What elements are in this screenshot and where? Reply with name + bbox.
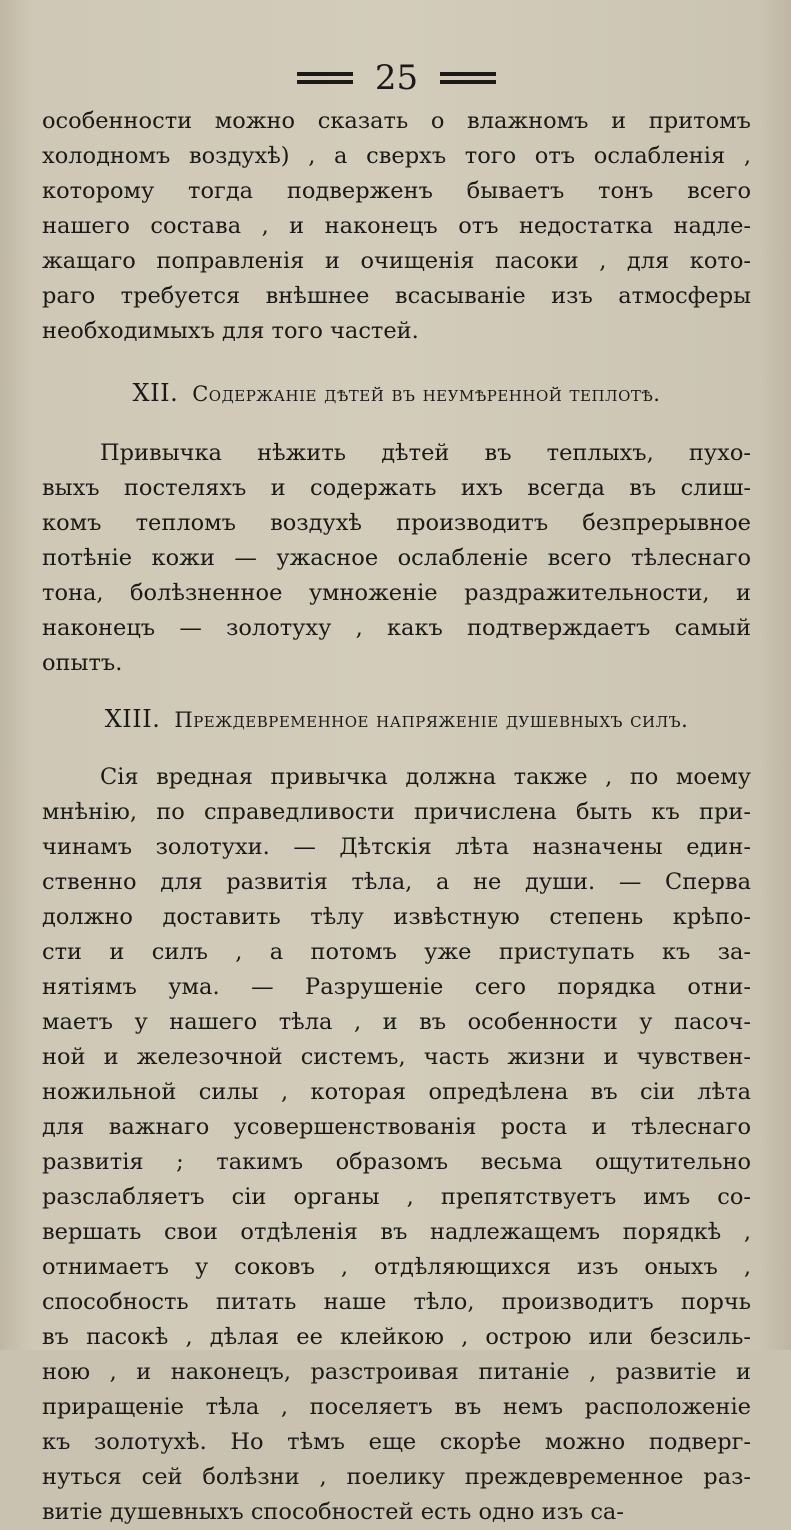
text-line: чинамъ золотухи. — Дѣтскія лѣта назначены един- bbox=[42, 834, 751, 860]
text-line: жащаго поправленія и очищенія пасоки , для кото- bbox=[42, 248, 751, 274]
text-line: Привычка нѣжить дѣтей въ теплыхъ, пухо- bbox=[100, 440, 751, 466]
text-line: въ пасокѣ , дѣлая ее клейкою , острою или безсиль- bbox=[42, 1324, 751, 1350]
text-line: къ золотухѣ. Но тѣмъ еще скорѣе можно подверг- bbox=[42, 1429, 751, 1455]
text-line: выхъ постеляхъ и содержать ихъ всегда въ слиш- bbox=[42, 475, 751, 501]
text-line: должно доставить тѣлу извѣстную степень крѣпо- bbox=[42, 904, 751, 930]
section-12-number: XII. bbox=[132, 379, 179, 407]
section-13-title: Преждевременное напряженіе душевныхъ силъ. bbox=[174, 708, 689, 732]
text-line: особенности можно сказать о влажномъ и притомъ bbox=[42, 108, 751, 134]
header-rule-right bbox=[440, 72, 496, 84]
page-number: 25 bbox=[374, 58, 419, 98]
section-13-paragraph bbox=[42, 760, 751, 1530]
text-line: нашего состава , и наконецъ отъ недостатка надле- bbox=[42, 213, 751, 239]
text-line: для важнаго усовершенствованія роста и тѣлеснаго bbox=[42, 1114, 751, 1140]
text-line: витіе душевныхъ способностей есть одно изъ са- bbox=[42, 1499, 624, 1525]
text-line: опытъ. bbox=[42, 650, 123, 676]
page-header bbox=[42, 58, 751, 98]
text-line: ной и железочной системъ, часть жизни и чувствен- bbox=[42, 1044, 751, 1070]
text-line: вершать свои отдѣленія въ надлежащемъ порядкѣ , bbox=[42, 1219, 751, 1245]
header-rule-left bbox=[297, 72, 353, 84]
text-line: холодномъ воздухѣ) , а сверхъ того отъ ослабленія , bbox=[42, 143, 751, 169]
text-line: нятіямъ ума. — Разрушеніе сего порядка отни- bbox=[42, 974, 751, 1000]
text-line: раго требуется внѣшнее всасываніе изъ атмосферы bbox=[42, 283, 751, 309]
section-12-title: Содержаніе дѣтей въ неумѣренной теплотѣ. bbox=[192, 382, 661, 406]
text-line: Сія вредная привычка должна также , по моему bbox=[100, 764, 751, 790]
text-line: необходимыхъ для того частей. bbox=[42, 318, 419, 344]
text-line: ною , и наконецъ, разстроивая питаніе , развитіе и bbox=[42, 1359, 751, 1385]
text-line: наконецъ — золотуху , какъ подтверждаетъ самый bbox=[42, 615, 751, 641]
text-line: нуться сей болѣзни , поелику преждевременное раз- bbox=[42, 1464, 751, 1490]
section-12-heading bbox=[42, 377, 751, 410]
text-line: приращеніе тѣла , поселяетъ въ немъ расположеніе bbox=[42, 1394, 751, 1420]
text-line: тона, болѣзненное умноженіе раздражительности, и bbox=[42, 580, 751, 606]
text-line: мнѣнію, по справедливости причислена быть къ при- bbox=[42, 799, 751, 825]
section-12-paragraph bbox=[42, 436, 751, 681]
text-line: маетъ у нашего тѣла , и въ особенности у пасоч- bbox=[42, 1009, 751, 1035]
intro-paragraph bbox=[42, 104, 751, 349]
text-line: сти и силъ , а потомъ уже приступать къ за- bbox=[42, 939, 751, 965]
text-line: разслабляетъ сіи органы , препятствуетъ имъ со- bbox=[42, 1184, 751, 1210]
text-line: ственно для развитія тѣла, а не души. — Сперва bbox=[42, 869, 751, 895]
text-line: способность питать наше тѣло, производитъ порчь bbox=[42, 1289, 751, 1315]
section-13-heading bbox=[42, 703, 751, 736]
section-13-number: XIII. bbox=[104, 705, 161, 733]
text-line: развитія ; такимъ образомъ весьма ощутительно bbox=[42, 1149, 751, 1175]
text-line: комъ тепломъ воздухѣ производитъ безпрерывное bbox=[42, 510, 751, 536]
text-line: которому тогда подверженъ бываетъ тонъ всего bbox=[42, 178, 751, 204]
text-line: потѣніе кожи — ужасное ослабленіе всего тѣлеснаго bbox=[42, 545, 751, 571]
text-line: ножильной силы , которая опредѣлена въ сіи лѣта bbox=[42, 1079, 751, 1105]
text-line: отнимаетъ у соковъ , отдѣляющихся изъ оныхъ , bbox=[42, 1254, 751, 1280]
